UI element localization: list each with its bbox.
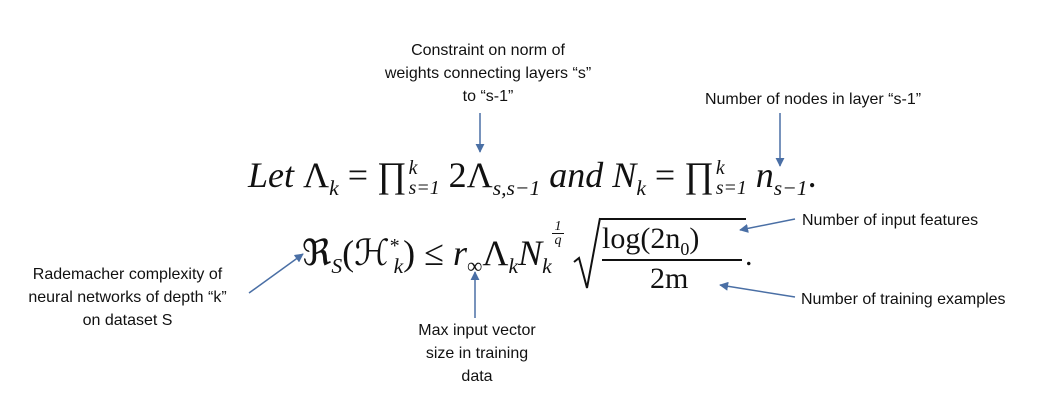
equation-line-1: Let $\Lambda_k$ = ∏ k s=1 $2\Lambda_{s,s-1}$ and $N_k$ = ∏ k s=1 $n_{s-1}$.: [248, 155, 817, 201]
input-features-arrow: [740, 219, 795, 230]
fraction-denominator: 2m: [650, 262, 689, 295]
training-examples-label: Number of training examples: [801, 291, 1006, 308]
exponent-fraction: 1 q: [552, 220, 564, 247]
equation-period: .: [745, 239, 753, 272]
rademacher-label: Rademacher complexity of neural networks of depth “k” on dataset S: [28, 266, 227, 329]
rademacher-arrow: [249, 254, 303, 293]
input-features-label: Number of input features: [802, 212, 979, 229]
fraction-numerator: $\log(2n_0)$: [602, 222, 700, 259]
rademacher-expression: ℜ$_S$(ℋ*$_k$) ≤ $r_\infty\Lambda_kN_k$: [302, 233, 552, 279]
max-input-label: Max input vector size in training data: [418, 322, 536, 385]
training-examples-arrow: [720, 285, 795, 297]
nodes-in-layer-label: Number of nodes in layer “s-1”: [704, 91, 922, 108]
weights-constraint-label: Constraint on norm of weights connecting layers “s” to “s-1”: [384, 42, 592, 105]
